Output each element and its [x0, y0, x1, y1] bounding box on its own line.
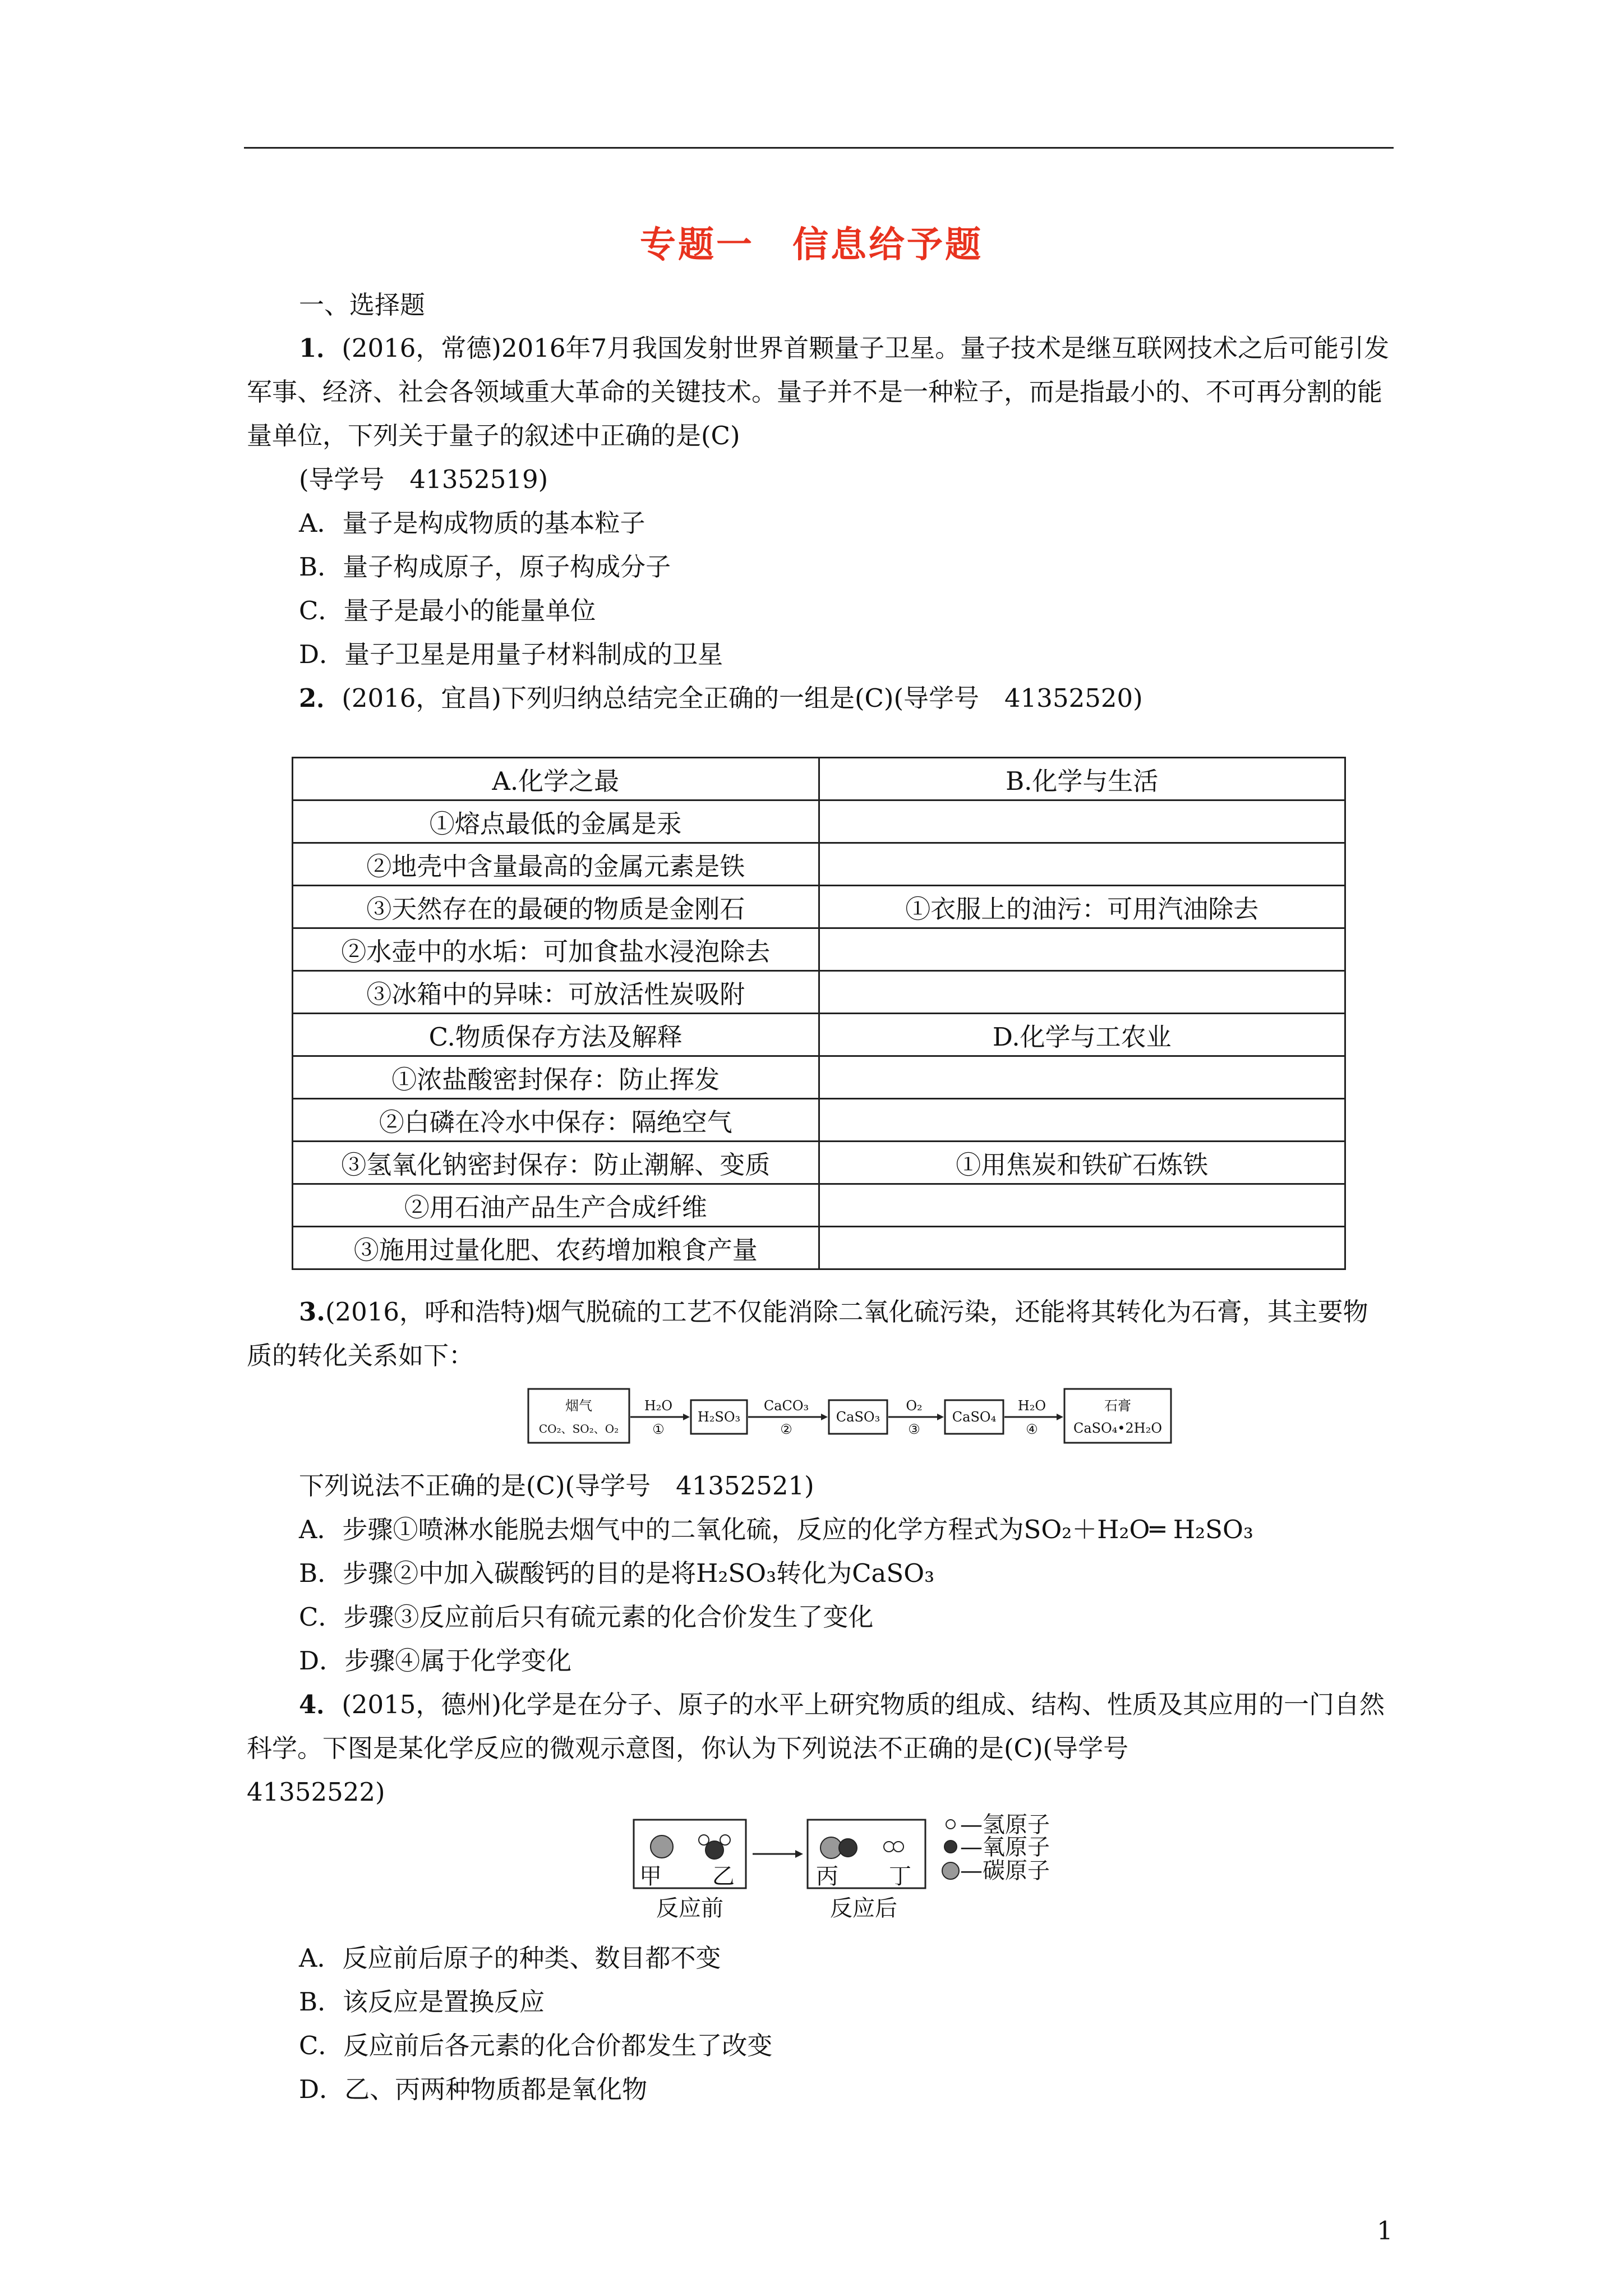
page-title: 专题一 信息给予题 — [640, 224, 983, 266]
table-row — [293, 1014, 1345, 1056]
option-a: A．反应前后原子的种类、数目都不变 — [299, 1943, 721, 1973]
table-cell: ②白磷在冷水中保存：隔绝空气 — [293, 1099, 819, 1142]
flow-label: ② — [780, 1421, 792, 1437]
label-jia: 甲 — [639, 1864, 662, 1889]
label-bing: 丙 — [816, 1864, 838, 1889]
table-cell: ③天然存在的最硬的物质是金刚石 — [293, 886, 819, 928]
question-3-stem: 下列说法不正确的是(C)(导学号 41352521) — [299, 1471, 814, 1501]
table-cell: ①衣服上的油污：可用汽油除去 — [819, 886, 1345, 928]
question-number: 1． — [299, 333, 342, 363]
flow-label: O₂ — [906, 1398, 923, 1414]
question-number: 2． — [299, 683, 342, 713]
table-row — [293, 1184, 1345, 1227]
option-d: D．步骤④属于化学变化 — [299, 1646, 572, 1676]
label-after: 反应后 — [830, 1895, 897, 1921]
hydrogen-atom-icon — [884, 1842, 894, 1852]
table-row — [293, 843, 1345, 886]
option-c: C．反应前后各元素的化合价都发生了改变 — [299, 2031, 773, 2060]
table-cell — [819, 800, 1345, 843]
table-cell — [819, 1099, 1345, 1142]
table-cell: ②用石油产品生产合成纤维 — [293, 1184, 819, 1227]
table-cell — [819, 1056, 1345, 1099]
question-1 — [247, 326, 1391, 458]
flow-label: H₂O — [644, 1398, 673, 1414]
question-number: 4． — [299, 1690, 342, 1719]
question-text: (2016，呼和浩特)烟气脱硫的工艺不仅能消除二氧化硫污染，还能将其转化为石膏，其主要物质的转化关系如下： — [247, 1297, 1368, 1370]
hydrogen-atom-icon — [720, 1835, 730, 1845]
oxygen-legend-icon — [944, 1841, 957, 1853]
table-cell: B.化学与生活 — [819, 758, 1345, 800]
section-heading: 一、选择题 — [299, 290, 426, 320]
flow-label: 石膏 — [1104, 1398, 1131, 1414]
label-yi: 乙 — [712, 1864, 735, 1889]
table-row — [293, 1227, 1345, 1269]
flow-label: H₂O — [1017, 1398, 1046, 1414]
table-cell: ①用焦炭和铁矿石炼铁 — [819, 1142, 1345, 1184]
table-cell: ①熔点最低的金属是汞 — [293, 800, 819, 843]
option-a: A．步骤①喷淋水能脱去烟气中的二氧化硫，反应的化学方程式为SO₂＋H₂O═ H₂SO₃ — [299, 1515, 1253, 1544]
flow-label: CO₂、SO₂、O₂ — [538, 1422, 619, 1435]
table-cell: ②水壶中的水垢：可加食盐水浸泡除去 — [293, 928, 819, 971]
option-a: A．量子是构成物质的基本粒子 — [299, 508, 645, 538]
table-cell: C.物质保存方法及解释 — [293, 1014, 819, 1056]
table-cell: ③施用过量化肥、农药增加粮食产量 — [293, 1227, 819, 1269]
table-row — [293, 886, 1345, 928]
hydrogen-atom-icon — [699, 1835, 709, 1845]
legend-hydrogen: —氢原子 — [960, 1812, 1050, 1838]
option-b: B．步骤②中加入碳酸钙的目的是将H₂SO₃转化为CaSO₃ — [299, 1558, 935, 1588]
table-row — [293, 1142, 1345, 1184]
flow-label: CaCO₃ — [763, 1398, 809, 1414]
option-d: D．量子卫星是用量子材料制成的卫星 — [299, 639, 723, 669]
label-before: 反应前 — [656, 1895, 723, 1921]
question-3 — [247, 1290, 1391, 1378]
table-row — [293, 800, 1345, 843]
table-cell: D.化学与工农业 — [819, 1014, 1345, 1056]
flow-label: H₂SO₃ — [697, 1409, 741, 1425]
table-cell: A.化学之最 — [293, 758, 819, 800]
oxygen-atom-icon — [839, 1839, 857, 1857]
table-cell — [819, 1184, 1345, 1227]
flow-svg — [527, 1380, 1172, 1447]
label-ding: 丁 — [889, 1864, 911, 1889]
molecule-svg — [606, 1812, 1077, 1924]
table-cell — [819, 971, 1345, 1014]
table-cell: ②地壳中含量最高的金属元素是铁 — [293, 843, 819, 886]
carbon-legend-icon — [942, 1862, 959, 1879]
table-cell — [819, 843, 1345, 886]
page-number: 1 — [1377, 2216, 1393, 2246]
option-b: B．该反应是置换反应 — [299, 1987, 545, 2017]
table-row — [293, 971, 1345, 1014]
table-cell — [819, 928, 1345, 971]
flow-label: ④ — [1026, 1421, 1038, 1437]
oxygen-atom-icon — [706, 1841, 723, 1859]
desulfurization-flow-diagram — [527, 1380, 1172, 1447]
guide-number: (导学号 41352519) — [299, 464, 548, 494]
hydrogen-atom-icon — [893, 1842, 903, 1852]
flow-label: CaSO₄ — [952, 1409, 997, 1425]
carbon-atom-icon — [651, 1835, 673, 1858]
option-c: C．量子是最小的能量单位 — [299, 596, 596, 625]
question-2 — [247, 677, 1391, 720]
summary-table — [292, 757, 1346, 1270]
table-cell: ①浓盐酸密封保存：防止挥发 — [293, 1056, 819, 1099]
legend-oxygen: —氧原子 — [960, 1834, 1050, 1860]
table-row — [293, 928, 1345, 971]
table-row — [293, 1056, 1345, 1099]
flow-label: CaSO₄•2H₂O — [1073, 1420, 1163, 1436]
flow-label: ③ — [908, 1421, 920, 1437]
question-text: (2016，常德)2016年7月我国发射世界首颗量子卫星。量子技术是继互联网技术之后可能引发军事、经济、社会各领域重大革命的关键技术。量子并不是一种粒子，而是指最小的、不可再分割的能量单位，下列关于量子的叙述中正确的是(C) — [247, 333, 1390, 450]
option-c: C．步骤③反应前后只有硫元素的化合价发生了变化 — [299, 1602, 874, 1632]
option-b: B．量子构成原子，原子构成分子 — [299, 552, 671, 582]
table-row — [293, 1099, 1345, 1142]
table-cell: ③冰箱中的异味：可放活性炭吸附 — [293, 971, 819, 1014]
table-cell: ③氢氧化钠密封保存：防止潮解、变质 — [293, 1142, 819, 1184]
table-cell — [819, 1227, 1345, 1269]
hydrogen-legend-icon — [946, 1820, 955, 1829]
question-text: (2016，宜昌)下列归纳总结完全正确的一组是(C)(导学号 41352520) — [342, 683, 1143, 713]
flow-label: CaSO₃ — [836, 1409, 880, 1425]
flow-label: ① — [652, 1421, 665, 1437]
flow-label: 烟气 — [565, 1398, 592, 1414]
option-d: D．乙、丙两种物质都是氧化物 — [299, 2074, 648, 2104]
guide-number: 41352522) — [247, 1777, 385, 1807]
question-number: 3. — [299, 1297, 325, 1327]
legend-carbon: —碳原子 — [960, 1858, 1050, 1884]
reaction-micro-diagram — [606, 1812, 1077, 1924]
question-4 — [247, 1683, 1391, 1770]
question-text: (2015，德州)化学是在分子、原子的水平上研究物质的组成、结构、性质及其应用的一门自然科学。下图是某化学反应的微观示意图，你认为下列说法不正确的是(C)(导学号 — [247, 1690, 1385, 1763]
table-row — [293, 758, 1345, 800]
header-rule — [244, 147, 1394, 149]
